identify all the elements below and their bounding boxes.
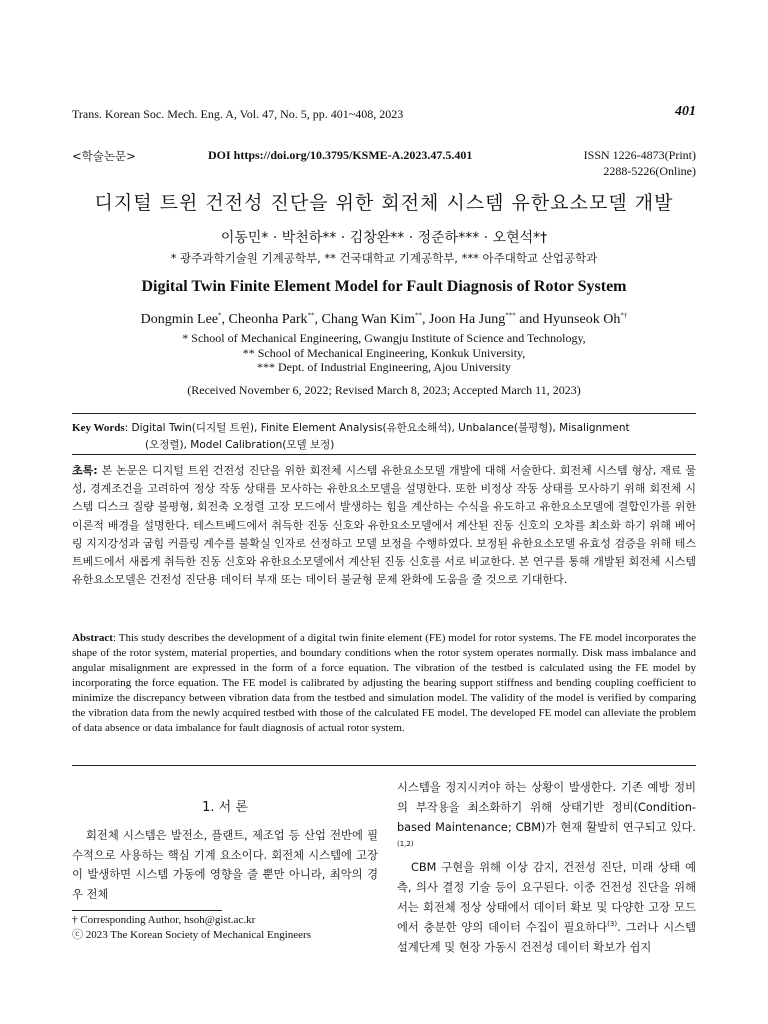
- issn-block: [584, 147, 696, 179]
- author-mark: **: [414, 311, 422, 320]
- abstract-korean-text: 본 논문은 디지털 트윈 건전성 진단을 위한 회전체 시스템 유한요소모델 개발에 대해 서술한다. 회전체 시스템 형상, 재료 물성, 경계조건을 고려하여 정상 작동 상태를 모사하는 유한요소모델을 설명한다. 또한 비정상 작동 상태를 모사하기 위해 회전체 시스템 디스크 질량 불평형, 회전축 오정렬 고장 모드에서 발생하는 힘을 계산하는 수식을 유도하고 유한요소모델에 결합인가를 위한 이론적 배경을 설명한다. 테스트베드에서 취득한 진동 신호와 유한요소모델에서 계산된 진동 신호의 오차를 최소화 하기 위해 베어링 지지강성과 굽힘 커플링 계수를 불확실 인자로 선정하고 모델 보정을 수행하였다. 보정된 유한요소모델 유효성 검증을 위해 테스트베드에서 새롭게 취득한 진동 신호와 유한요소모델에서 계산된 진동 신호를 서로 비교한다. 본 연구를 통해 개발된 회전체 시스템 유한요소모델은 건전성 진단용 데이터 부재 또는 데이터 불균형 문제 완화에 도움을 줄 것으로 기대한다.: [72, 464, 696, 587]
- affiliation-line: *** Dept. of Industrial Engineering, Ajou University: [257, 360, 511, 374]
- page-number: 401: [675, 104, 696, 119]
- abstract-korean-label: 초록:: [72, 464, 98, 477]
- top-divider: [72, 413, 696, 414]
- author-mark: ***: [505, 311, 516, 320]
- citation-ref: (1,2): [397, 840, 414, 849]
- keywords-line2: (오정렬), Model Calibration(모델 보정): [145, 439, 335, 451]
- author-name: Dongmin Lee: [140, 312, 219, 327]
- author-name: Joon Ha Jung: [428, 312, 506, 327]
- author-mark: *†: [620, 311, 628, 320]
- abstract-english-label: Abstract: [72, 632, 113, 644]
- body-right-column: [397, 778, 696, 958]
- author-name: Hyunseok Oh: [542, 312, 621, 327]
- copyright-notice: ⓒ 2023 The Korean Society of Mechanical Engineers: [72, 929, 311, 941]
- title-english: Digital Twin Finite Element Model for Fault Diagnosis of Rotor System: [141, 278, 627, 295]
- received-dates: (Received November 6, 2022; Revised March 8, 2023; Accepted March 11, 2023): [187, 383, 581, 397]
- affiliations-english: [0, 331, 768, 375]
- paragraph: [397, 858, 696, 958]
- keywords-line1: : Digital Twin(디지털 트윈), Finite Element Analysis(유한요소해석), Unbalance(불평형), Misalignment: [124, 422, 630, 434]
- footnote-divider: [72, 910, 222, 911]
- section-title-introduction: 1. 서 론: [202, 800, 248, 815]
- author-mark: **: [307, 311, 315, 320]
- paragraph: [397, 778, 696, 858]
- corresponding-author: † Corresponding Author, hsoh@gist.ac.kr: [72, 914, 256, 926]
- author-mark: *: [218, 311, 222, 320]
- paragraph-text: . 그러나 시스템 설계단계 및 현장 가동시 건전성 데이터 확보가 쉽지: [397, 921, 696, 954]
- title-korean: 디지털 트윈 건전성 진단을 위한 회전체 시스템 유한요소모델 개발: [94, 192, 674, 214]
- keywords-label: Key Words: [72, 422, 125, 434]
- doi-link[interactable]: DOI https://doi.org/10.3795/KSME-A.2023.47.5.401: [208, 148, 473, 162]
- abstract-divider: [72, 765, 696, 766]
- author-name: Cheonha Park: [228, 312, 308, 327]
- keywords: [72, 420, 696, 454]
- authors-korean: 이동민* · 박천하** · 김창완** · 정준하*** · 오현석*†: [220, 230, 548, 246]
- citation-ref: (3): [607, 920, 618, 929]
- affiliation-korean: * 광주과학기술원 기계공학부, ** 건국대학교 기계공학부, *** 아주대학교 산업공학과: [170, 251, 598, 265]
- abstract-korean: [72, 462, 696, 589]
- journal-citation: Trans. Korean Soc. Mech. Eng. A, Vol. 47, No. 5, pp. 401~408, 2023: [72, 107, 404, 121]
- affiliation-line: * School of Mechanical Engineering, Gwangju Institute of Science and Technology,: [182, 331, 586, 345]
- authors-english: Dongmin Lee*, Cheonha Park**, Chang Wan Kim**, Joon Ha Jung*** and Hyunseok Oh*†: [140, 311, 628, 327]
- body-left-column: 회전체 시스템은 발전소, 플랜트, 제조업 등 산업 전반에 필수적으로 사용하는 핵심 기계 요소이다. 회전체 시스템에 고장이 발생하면 시스템 가동에 영향을 줄 뿐만 아니라, 최악의 경우 전체: [72, 829, 378, 901]
- paragraph-text: 시스템을 정지시켜야 하는 상황이 발생한다. 기존 예방 정비의 부작용을 최소화하기 위해 상태기반 정비(Condition-based Maintenance; CBM)가 현재 활발히 연구되고 있다.: [397, 781, 696, 834]
- footnotes: [72, 913, 311, 943]
- abstract-english: [72, 631, 696, 736]
- issn-print: ISSN 1226-4873(Print): [583, 148, 696, 162]
- paragraph-text: CBM 구현을 위해 이상 감지, 건전성 진단, 미래 상태 예측, 의사 결정 기술 등이 요구된다. 이중 건전성 진단을 위해서는 회전체 정상 상태에서 데이터 확보 및 다양한 고장 모드에서 충분한 양의 데이터 수집이 필요하다: [397, 861, 696, 934]
- author-name: Chang Wan Kim: [321, 312, 415, 327]
- issn-online: 2288-5226(Online): [603, 164, 696, 178]
- affiliation-line: ** School of Mechanical Engineering, Konkuk University,: [242, 345, 526, 360]
- abstract-english-text: : This study describes the development of a digital twin finite element (FE) model for rotor systems. The FE model incorporates the shape of the rotor system, material properties, and boundary conditions when the rotor system operates normally. Disk mass imbalance and angular misalignment are expressed in the form of a force equation. The vibration of the testbed is calculated using the FE model by incorporating the force equation. The FE model is calibrated by adjusting the bearing support stiffness and bending coupling coefficient to minimize the discrepancy between vibration data from the testbed and simulation model. The validity of the model is verified by comparing the vibration data from the newly acquired testbed with those of the calculated FE model. The developed FE model can alleviate the problem of data absence or data imbalance for fault diagnosis of actual rotor system.: [72, 632, 696, 734]
- keywords-divider: [72, 454, 696, 455]
- article-category: <학술논문>: [72, 149, 136, 163]
